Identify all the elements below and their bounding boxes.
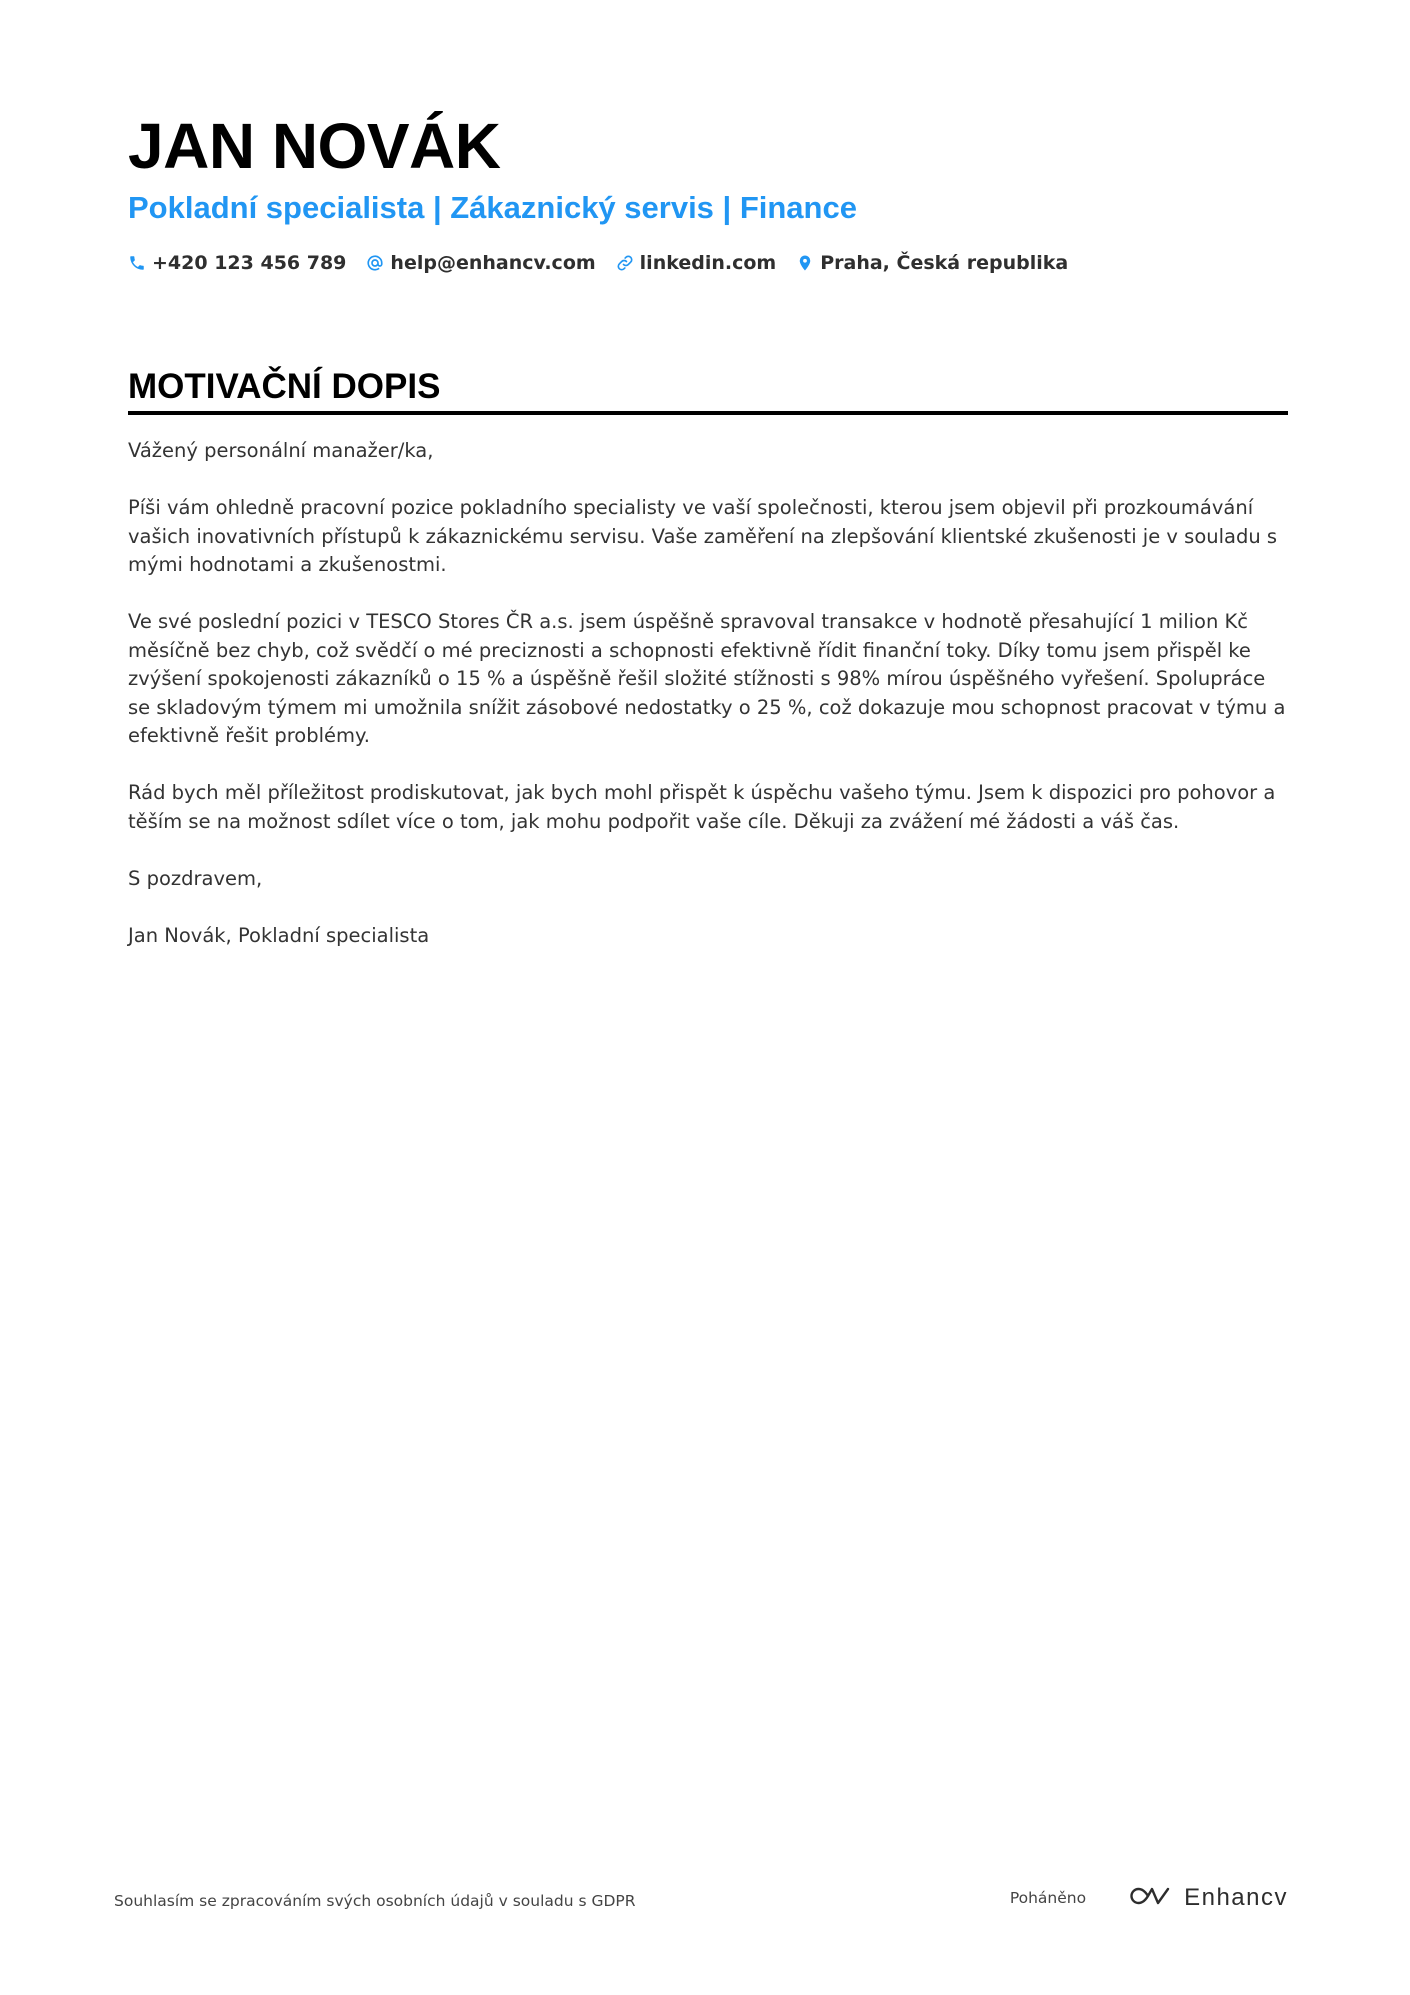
- letter-signature: Jan Novák, Pokladní specialista: [128, 923, 430, 947]
- section-title: MOTIVAČNÍ DOPIS: [128, 365, 1288, 415]
- contact-location: [796, 252, 1068, 274]
- letter-paragraph: Ve své poslední pozici v TESCO Stores ČR a.s. jsem úspěšně spravoval transakce v hodnotě přesahující 1 milion Kč měsíčně bez chyb, což svědčí o mé preciznosti a schopnosti efektivně řídit finanční toky. Díky tomu jsem přispěl ke zvýšení spokojenosti zákazníků o 15 % a úspěšně řešil složité stížnosti s 98% mírou úspěšného vyřešení. Spolupráce se skladovým týmem mi umožnila snížit zásobové nedostatky o 25 %, což dokazuje mou schopnost pracovat v týmu a efektivně řešit problémy.: [128, 610, 1286, 747]
- contact-location-text: Praha, Česká republika: [820, 252, 1069, 274]
- contact-email-text: help@enhancv.com: [390, 252, 596, 274]
- candidate-title: Pokladní specialista | Zákaznický servis | Finance: [128, 190, 857, 225]
- brand-logo[interactable]: [1126, 1884, 1288, 1912]
- letter-paragraph: Píši vám ohledně pracovní pozice pokladního specialisty ve vaší společnosti, kterou jsem objevil při prozkoumávání vašich inovativních přístupů k zákaznickému servisu. Vaše zaměření na zlepšování klientské zkušenosti je v souladu s mými hodnotami a zkušenostmi.: [128, 496, 1278, 576]
- letter-body: [128, 437, 1288, 950]
- contact-bar: [128, 252, 1288, 274]
- letter-paragraph: Rád bych měl příležitost prodiskutovat, jak bych mohl přispět k úspěchu vašeho týmu. Jsem k dispozici pro pohovor a těším se na možnost sdílet více o tom, jak mohu podpořit vaše cíle. Děkuji za zvážení mé žádosti a váš čas.: [128, 781, 1276, 833]
- location-pin-icon: [796, 254, 814, 272]
- contact-phone-text: +420 123 456 789: [152, 252, 347, 274]
- at-sign-icon: [366, 254, 384, 272]
- powered-by-label: Poháněno: [1009, 1889, 1087, 1907]
- enhancv-logo-icon: [1126, 1884, 1184, 1912]
- contact-linkedin-text: linkedin.com: [639, 252, 777, 274]
- gdpr-consent-text: Souhlasím se zpracováním svých osobních údajů v souladu s GDPR: [114, 1892, 636, 1910]
- candidate-name: JAN NOVÁK: [128, 110, 501, 182]
- letter-salutation: Vážený personální manažer/ka,: [128, 439, 434, 462]
- header: [128, 108, 1288, 274]
- contact-linkedin[interactable]: [616, 252, 777, 274]
- powered-by: [1010, 1884, 1288, 1912]
- link-icon: [616, 254, 634, 272]
- contact-phone[interactable]: [128, 252, 346, 274]
- letter-closing: S pozdravem,: [128, 866, 263, 890]
- contact-email[interactable]: [366, 252, 595, 274]
- cover-letter-section: [128, 365, 1288, 979]
- phone-icon: [128, 254, 146, 272]
- brand-name: Enhancv: [1184, 1884, 1288, 1911]
